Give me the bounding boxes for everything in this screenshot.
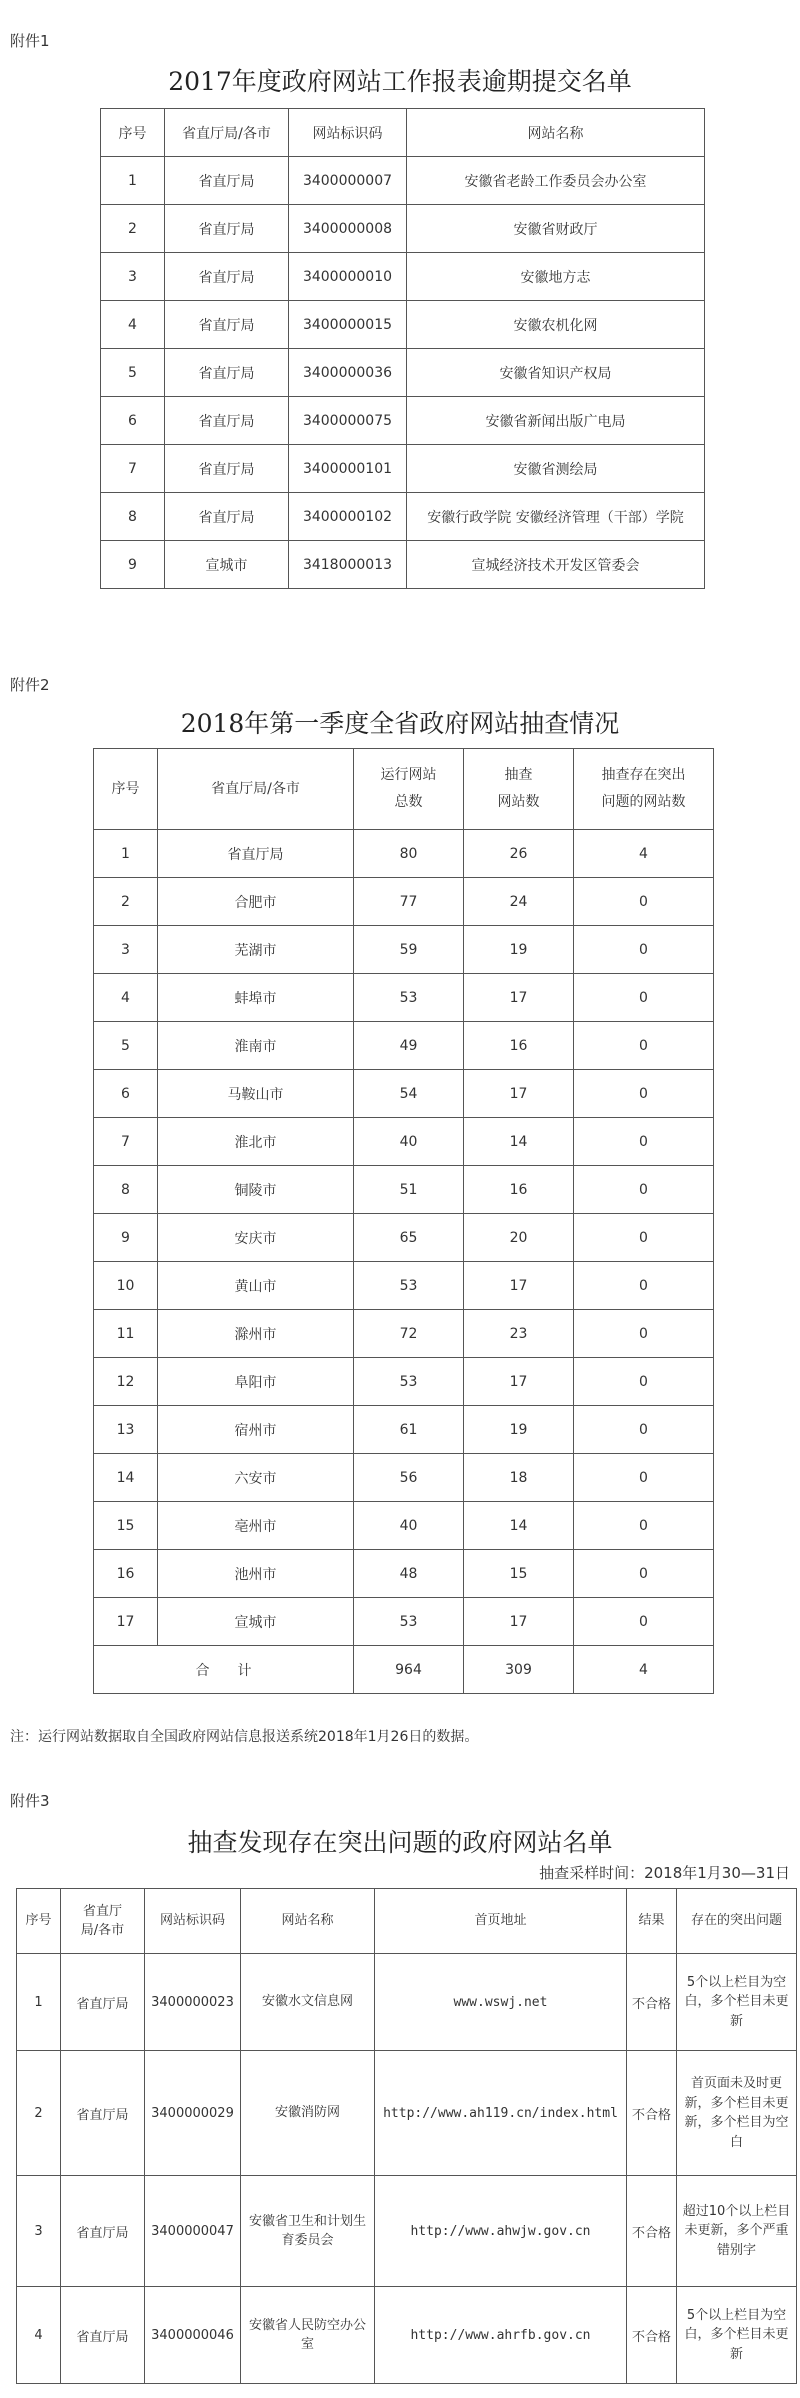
row-total-sites: 48 [354,1550,464,1598]
row-dept: 淮北市 [158,1118,354,1166]
row-checked-sites: 17 [464,974,574,1022]
row-dept: 宣城市 [165,541,289,589]
row-index: 6 [101,397,165,445]
total-sites: 964 [354,1646,464,1694]
row-dept: 蚌埠市 [158,974,354,1022]
row-site-name: 安徽省老龄工作委员会办公室 [407,157,705,205]
col-header-dept: 省直厅局/各市 [158,749,354,830]
table-row [94,1262,714,1310]
sample-time: 抽查采样时间：2018年1月30—31日 [539,1864,790,1882]
table-row [17,1954,797,2051]
table-row [94,1118,714,1166]
row-dept: 铜陵市 [158,1166,354,1214]
row-index: 1 [17,1954,61,2051]
row-site-name: 安徽省卫生和计划生育委员会 [241,2176,375,2287]
row-dept: 六安市 [158,1454,354,1502]
row-problem-sites: 0 [574,1166,714,1214]
row-dept: 淮南市 [158,1022,354,1070]
row-checked-sites: 17 [464,1070,574,1118]
row-site-code: 3400000008 [289,205,407,253]
row-issues: 5个以上栏目为空白，多个栏目未更新 [677,2287,797,2384]
row-site-code: 3400000036 [289,349,407,397]
row-total-sites: 40 [354,1118,464,1166]
table-row [101,541,705,589]
data-source-note: 注：运行网站数据取自全国政府网站信息报送系统2018年1月26日的数据。 [10,1729,479,1745]
row-dept: 安庆市 [158,1214,354,1262]
row-checked-sites: 15 [464,1550,574,1598]
row-checked-sites: 17 [464,1598,574,1646]
col-header-site-name: 网站名称 [407,109,705,157]
row-index: 14 [94,1454,158,1502]
row-site-name: 安徽地方志 [407,253,705,301]
table-row [94,1454,714,1502]
row-checked-sites: 19 [464,926,574,974]
total-row [94,1646,714,1694]
table-row [101,349,705,397]
row-dept: 省直厅局 [165,445,289,493]
table-row [94,1406,714,1454]
table-row [94,1310,714,1358]
row-site-name: 安徽省测绘局 [407,445,705,493]
row-homepage: http://www.ahwjw.gov.cn [375,2176,627,2287]
row-homepage: http://www.ahrfb.gov.cn [375,2287,627,2384]
row-index: 7 [94,1118,158,1166]
total-problem: 4 [574,1646,714,1694]
row-total-sites: 77 [354,878,464,926]
row-dept: 马鞍山市 [158,1070,354,1118]
row-total-sites: 49 [354,1022,464,1070]
attachment3-label: 附件3 [10,1792,50,1810]
row-index: 9 [94,1214,158,1262]
row-dept: 池州市 [158,1550,354,1598]
row-issues: 首页面未及时更新，多个栏目未更新，多个栏目为空白 [677,2051,797,2176]
col-header-site-code: 网站标识码 [145,1889,241,1954]
row-checked-sites: 23 [464,1310,574,1358]
row-site-code: 3400000047 [145,2176,241,2287]
row-index: 16 [94,1550,158,1598]
table-header-row [17,1889,797,1954]
row-site-code: 3418000013 [289,541,407,589]
col-header-index: 序号 [101,109,165,157]
row-problem-sites: 0 [574,1262,714,1310]
col-header-dept: 省直厅局/各市 [165,109,289,157]
table-row [94,830,714,878]
row-checked-sites: 14 [464,1118,574,1166]
row-total-sites: 80 [354,830,464,878]
table-row [94,1166,714,1214]
table-row [94,878,714,926]
table-row [17,2287,797,2384]
attachment3-title: 抽查发现存在突出问题的政府网站名单 [187,1828,613,1857]
row-dept: 合肥市 [158,878,354,926]
row-index: 13 [94,1406,158,1454]
row-site-code: 3400000010 [289,253,407,301]
row-site-name: 安徽省财政厅 [407,205,705,253]
table-row [101,205,705,253]
row-site-name: 安徽水文信息网 [241,1954,375,2051]
row-dept: 芜湖市 [158,926,354,974]
row-total-sites: 61 [354,1406,464,1454]
row-index: 1 [101,157,165,205]
row-dept: 宿州市 [158,1406,354,1454]
row-site-code: 3400000075 [289,397,407,445]
table-row [94,1502,714,1550]
col-header-issues: 存在的突出问题 [677,1889,797,1954]
col-header-dept: 省直厅 局/各市 [61,1889,145,1954]
row-site-code: 3400000046 [145,2287,241,2384]
col-header-index: 序号 [94,749,158,830]
row-index: 2 [101,205,165,253]
row-problem-sites: 0 [574,1022,714,1070]
row-site-name: 安徽省新闻出版广电局 [407,397,705,445]
row-site-name: 安徽行政学院 安徽经济管理（干部）学院 [407,493,705,541]
row-index: 9 [101,541,165,589]
row-index: 2 [94,878,158,926]
table-row [101,445,705,493]
row-total-sites: 53 [354,1358,464,1406]
row-total-sites: 54 [354,1070,464,1118]
row-result: 不合格 [627,2287,677,2384]
row-issues: 5个以上栏目为空白，多个栏目未更新 [677,1954,797,2051]
col-header-total-sites: 运行网站 总数 [354,749,464,830]
row-total-sites: 72 [354,1310,464,1358]
row-problem-sites: 0 [574,1358,714,1406]
table-row [94,1070,714,1118]
row-checked-sites: 24 [464,878,574,926]
row-checked-sites: 19 [464,1406,574,1454]
row-index: 8 [94,1166,158,1214]
row-problem-sites: 0 [574,1454,714,1502]
row-dept: 宣城市 [158,1598,354,1646]
row-total-sites: 53 [354,974,464,1022]
row-index: 8 [101,493,165,541]
row-checked-sites: 17 [464,1262,574,1310]
row-index: 7 [101,445,165,493]
row-issues: 超过10个以上栏目未更新，多个严重错别字 [677,2176,797,2287]
row-index: 2 [17,2051,61,2176]
col-header-result: 结果 [627,1889,677,1954]
row-checked-sites: 20 [464,1214,574,1262]
total-label: 合 计 [94,1646,354,1694]
row-result: 不合格 [627,1954,677,2051]
row-site-code: 3400000015 [289,301,407,349]
row-problem-sites: 0 [574,1502,714,1550]
row-dept: 亳州市 [158,1502,354,1550]
attachment1-title: 2017年度政府网站工作报表逾期提交名单 [168,67,632,96]
row-site-code: 3400000102 [289,493,407,541]
table-row [101,253,705,301]
row-problem-sites: 0 [574,1310,714,1358]
row-index: 5 [94,1022,158,1070]
row-problem-sites: 0 [574,878,714,926]
spot-check-summary-table [93,748,714,1694]
row-total-sites: 65 [354,1214,464,1262]
col-header-checked-sites: 抽查 网站数 [464,749,574,830]
table-header-row [94,749,714,830]
row-index: 3 [17,2176,61,2287]
table-row [94,1598,714,1646]
row-problem-sites: 0 [574,1070,714,1118]
overdue-report-table [100,108,705,589]
row-problem-sites: 0 [574,1118,714,1166]
row-checked-sites: 16 [464,1022,574,1070]
row-problem-sites: 0 [574,1214,714,1262]
row-site-name: 安徽消防网 [241,2051,375,2176]
row-total-sites: 53 [354,1262,464,1310]
row-index: 3 [94,926,158,974]
row-result: 不合格 [627,2051,677,2176]
row-site-name: 安徽农机化网 [407,301,705,349]
table-row [17,2176,797,2287]
table-row [94,1358,714,1406]
col-header-homepage: 首页地址 [375,1889,627,1954]
row-total-sites: 40 [354,1502,464,1550]
attachment1-label: 附件1 [10,32,50,50]
row-site-code: 3400000029 [145,2051,241,2176]
col-header-site-name: 网站名称 [241,1889,375,1954]
table-row [94,1214,714,1262]
row-checked-sites: 18 [464,1454,574,1502]
table-row [101,301,705,349]
row-problem-sites: 0 [574,926,714,974]
row-dept: 省直厅局 [165,397,289,445]
row-problem-sites: 0 [574,974,714,1022]
row-checked-sites: 17 [464,1358,574,1406]
table-row [101,493,705,541]
row-problem-sites: 4 [574,830,714,878]
row-dept: 阜阳市 [158,1358,354,1406]
row-dept: 省直厅局 [61,1954,145,2051]
row-index: 12 [94,1358,158,1406]
row-index: 4 [17,2287,61,2384]
row-site-code: 3400000101 [289,445,407,493]
row-checked-sites: 16 [464,1166,574,1214]
row-dept: 滁州市 [158,1310,354,1358]
table-row [94,926,714,974]
row-site-code: 3400000023 [145,1954,241,2051]
row-dept: 省直厅局 [165,205,289,253]
row-total-sites: 53 [354,1598,464,1646]
row-index: 10 [94,1262,158,1310]
row-result: 不合格 [627,2176,677,2287]
table-row [94,1022,714,1070]
row-dept: 省直厅局 [158,830,354,878]
attachment2-title: 2018年第一季度全省政府网站抽查情况 [180,709,620,738]
row-index: 4 [101,301,165,349]
col-header-site-code: 网站标识码 [289,109,407,157]
row-index: 5 [101,349,165,397]
row-site-name: 宣城经济技术开发区管委会 [407,541,705,589]
row-problem-sites: 0 [574,1598,714,1646]
row-total-sites: 59 [354,926,464,974]
row-dept: 黄山市 [158,1262,354,1310]
row-dept: 省直厅局 [165,301,289,349]
row-index: 6 [94,1070,158,1118]
table-row [101,397,705,445]
row-index: 17 [94,1598,158,1646]
row-dept: 省直厅局 [61,2176,145,2287]
row-index: 15 [94,1502,158,1550]
table-row [94,1550,714,1598]
row-index: 11 [94,1310,158,1358]
row-dept: 省直厅局 [165,349,289,397]
table-header-row [101,109,705,157]
row-dept: 省直厅局 [61,2051,145,2176]
total-checked: 309 [464,1646,574,1694]
row-checked-sites: 26 [464,830,574,878]
row-total-sites: 51 [354,1166,464,1214]
table-row [94,974,714,1022]
row-dept: 省直厅局 [165,157,289,205]
row-index: 3 [101,253,165,301]
row-dept: 省直厅局 [165,493,289,541]
row-dept: 省直厅局 [61,2287,145,2384]
problem-sites-table [16,1888,797,2384]
col-header-problem-sites: 抽查存在突出 问题的网站数 [574,749,714,830]
row-homepage: www.wswj.net [375,1954,627,2051]
row-problem-sites: 0 [574,1550,714,1598]
row-dept: 省直厅局 [165,253,289,301]
table-row [101,157,705,205]
col-header-index: 序号 [17,1889,61,1954]
row-index: 1 [94,830,158,878]
row-site-name: 安徽省知识产权局 [407,349,705,397]
row-problem-sites: 0 [574,1406,714,1454]
row-checked-sites: 14 [464,1502,574,1550]
row-site-code: 3400000007 [289,157,407,205]
row-total-sites: 56 [354,1454,464,1502]
row-site-name: 安徽省人民防空办公室 [241,2287,375,2384]
attachment2-label: 附件2 [10,676,50,694]
row-homepage: http://www.ah119.cn/index.html [375,2051,627,2176]
row-index: 4 [94,974,158,1022]
table-row [17,2051,797,2176]
